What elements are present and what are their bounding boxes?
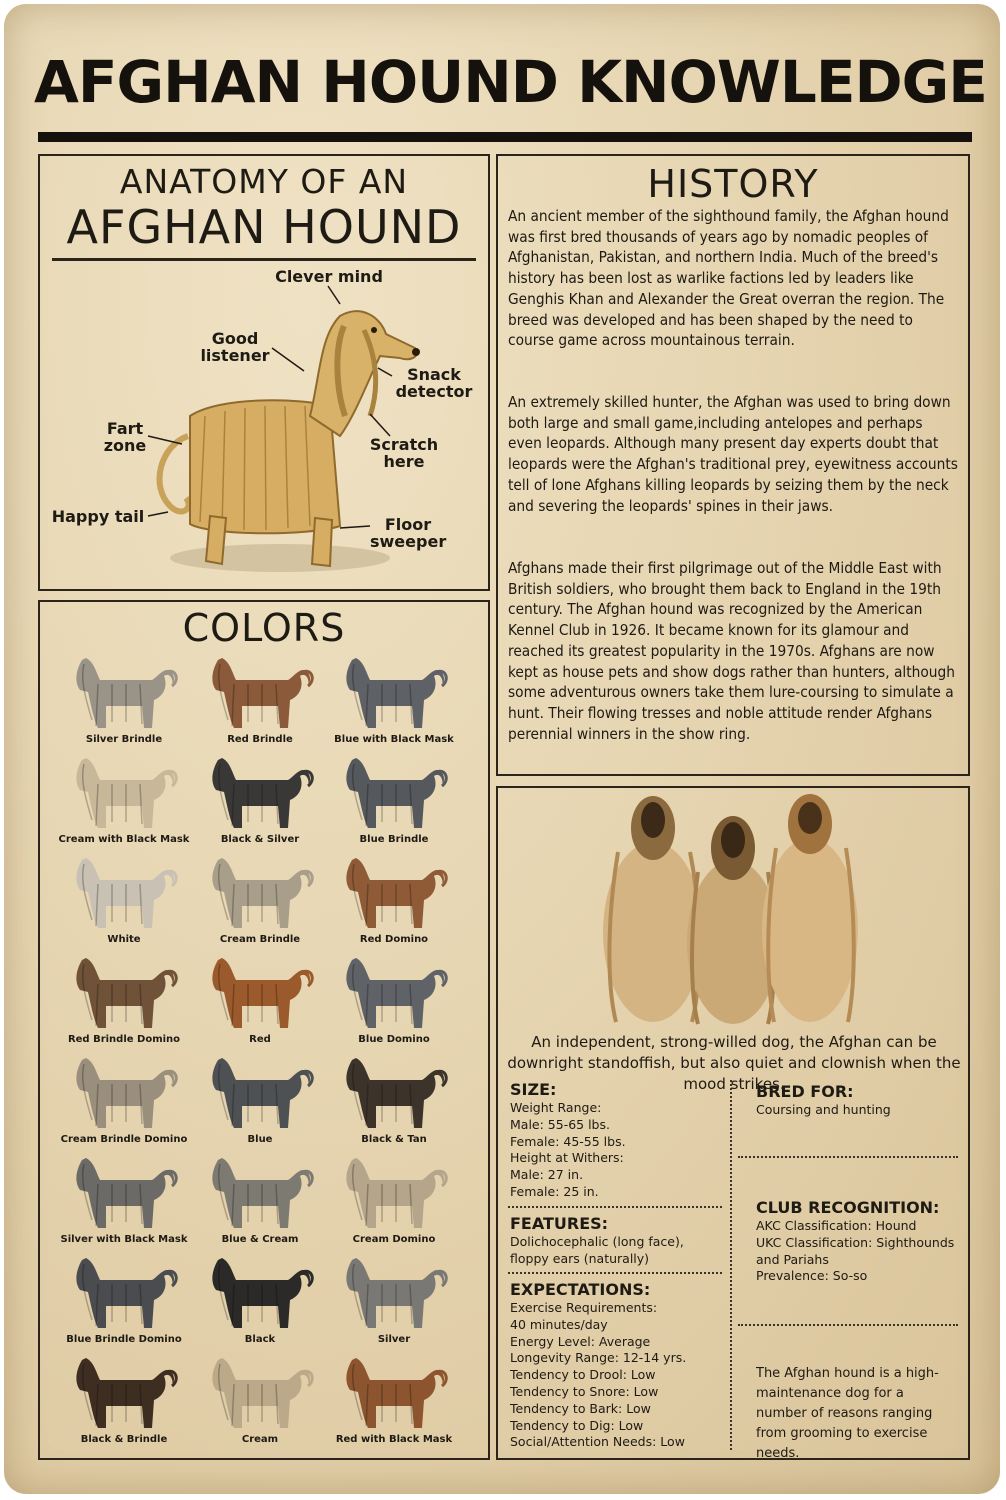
afghan-hound-silhouette-icon	[208, 1350, 318, 1432]
color-name: White	[107, 934, 141, 945]
afghan-hound-silhouette-icon	[208, 850, 318, 932]
bred-for-heading: BRED FOR:	[756, 1082, 854, 1101]
detail-line: Male: 27 in.	[510, 1167, 584, 1183]
color-swatch-item	[54, 1150, 194, 1250]
label-scratch-here: Scratch here	[369, 435, 439, 471]
afghan-hound-silhouette-icon	[72, 950, 182, 1032]
color-swatch-item	[190, 650, 330, 750]
size-divider	[508, 1206, 722, 1208]
color-swatch-item	[324, 650, 464, 750]
three-afghan-hounds-photo	[598, 792, 868, 1028]
colors-heading: COLORS	[182, 606, 346, 650]
detail-line: Energy Level: Average	[510, 1333, 651, 1349]
detail-line: Male: 55-65 lbs.	[510, 1116, 610, 1132]
label-happy-tail: Happy tail	[51, 507, 145, 526]
afghan-hound-silhouette-icon	[208, 750, 318, 832]
club-divider	[738, 1324, 958, 1326]
color-name: Blue	[247, 1134, 273, 1145]
color-swatch-item	[190, 1050, 330, 1150]
color-swatch-item	[324, 1350, 464, 1450]
size-heading: SIZE:	[510, 1080, 557, 1099]
color-name: Red Domino	[359, 934, 429, 945]
color-swatch-item	[54, 1350, 194, 1450]
features-divider	[508, 1272, 722, 1274]
detail-line: Female: 25 in.	[510, 1184, 599, 1199]
color-name: Blue Brindle Domino	[66, 1334, 182, 1345]
colors-panel	[38, 600, 490, 1460]
detail-line: Tendency to Bark: Low	[510, 1400, 651, 1416]
detail-line: Weight Range:	[510, 1100, 602, 1115]
detail-line: Prevalence: So-so	[756, 1268, 868, 1284]
label-snack-detector: Snack detector	[395, 365, 473, 401]
detail-line: Tendency to Dig: Low	[510, 1417, 644, 1433]
club-recognition-heading: CLUB RECOGNITION:	[756, 1198, 940, 1217]
afghan-hound-silhouette-icon	[342, 850, 452, 932]
detail-line: Coursing and hunting	[756, 1102, 891, 1117]
label-fart-zone: Fart zone	[103, 419, 147, 455]
detail-line: Female: 45-55 lbs.	[510, 1133, 626, 1149]
history-paragraph-2: An extremely skilled hunter, the Afghan was used to bring down both large and small game,including antelopes and perhaps even leopards. Although many present day experts doubt that leopards were the Afghan's traditional prey, eyewitness accounts tell of lone Afghans killing leopards by seizing them by the neck and severing the leopards' spines in their jaws.	[508, 393, 958, 515]
color-swatch-item	[324, 850, 464, 950]
color-swatch-item	[54, 650, 194, 750]
afghan-hound-silhouette-icon	[72, 1150, 182, 1232]
anatomy-pointer-lines	[40, 156, 492, 593]
detail-line: Social/Attention Needs: Low	[510, 1434, 685, 1450]
afghan-hound-silhouette-icon	[342, 650, 452, 732]
color-name: Silver	[377, 1334, 411, 1345]
color-swatch-item	[324, 1250, 464, 1350]
color-name: Blue with Black Mask	[334, 734, 454, 745]
color-name: Cream with Black Mask	[58, 834, 190, 845]
afghan-hound-silhouette-icon	[72, 850, 182, 932]
color-name: Blue & Cream	[221, 1234, 299, 1245]
color-swatch-item	[190, 1250, 330, 1350]
detail-line: Dolichocephalic (long face),	[510, 1234, 684, 1249]
afghan-hound-silhouette-icon	[342, 750, 452, 832]
label-floor-sweeper: Floor sweeper	[370, 515, 447, 551]
color-swatch-item	[54, 1050, 194, 1150]
knowledge-poster	[4, 4, 1000, 1494]
detail-line: Tendency to Snore: Low	[510, 1384, 659, 1399]
anatomy-heading-line2: AFGHAN HOUND	[66, 200, 462, 254]
afghan-hound-silhouette-icon	[72, 1050, 182, 1132]
afghan-hound-silhouette-icon	[208, 650, 318, 732]
afghan-hound-silhouette-icon	[72, 1250, 182, 1332]
color-name: Cream	[241, 1434, 279, 1445]
afghan-hound-silhouette-icon	[342, 1350, 452, 1432]
color-swatch-item	[324, 1150, 464, 1250]
color-swatch-item	[54, 750, 194, 850]
color-swatch-item	[190, 1350, 330, 1450]
color-name: Red	[249, 1034, 271, 1045]
color-swatch-item	[324, 750, 464, 850]
afghan-hound-silhouette-icon	[72, 750, 182, 832]
color-swatch-item	[54, 1250, 194, 1350]
afghan-hound-silhouette-icon	[72, 1350, 182, 1432]
label-clever-mind: Clever mind	[275, 267, 383, 286]
column-divider	[730, 1080, 732, 1450]
detail-line: floppy ears (naturally)	[510, 1250, 650, 1266]
detail-line: UKC Classification: Sighthounds	[756, 1234, 955, 1250]
title-underline	[38, 132, 972, 142]
history-panel	[496, 154, 970, 776]
bred-for-divider	[738, 1156, 958, 1158]
color-name: Red with Black Mask	[335, 1434, 453, 1445]
color-name: Silver with Black Mask	[60, 1234, 188, 1245]
expectations-heading: EXPECTATIONS:	[510, 1280, 651, 1299]
color-swatch-item	[190, 750, 330, 850]
detail-line: Exercise Requirements:	[510, 1300, 658, 1315]
color-name: Black	[244, 1334, 276, 1345]
anatomy-heading-line1: ANATOMY OF AN	[119, 162, 409, 201]
color-name: Red Brindle Domino	[67, 1034, 181, 1045]
color-swatch-item	[54, 950, 194, 1050]
color-name: Black & Silver	[220, 834, 300, 845]
afghan-hound-silhouette-icon	[342, 1050, 452, 1132]
color-name: Blue Brindle	[359, 834, 429, 845]
afghan-hound-silhouette-icon	[208, 1250, 318, 1332]
dog-caption: An independent, strong-willed dog, the Afghan can be downright standoffish, but also quiet and clownish when the mood strikes.	[507, 1033, 961, 1093]
poster-title: AFGHAN HOUND KNOWLEDGE	[34, 48, 987, 116]
color-swatch-item	[324, 950, 464, 1050]
color-name: Cream Brindle	[219, 934, 301, 945]
color-name: Blue Domino	[358, 1034, 430, 1045]
history-paragraph-1: An ancient member of the sighthound family, the Afghan hound was first bred thousands of years ago by nomadic peoples of Afghanistan, Pakistan, and northern India. Much of the breed's history has been lost as warlike factions led by leaders like Genghis Khan and Alexander the Great overran the region. The breed was developed and has been shaped by the need to course game across mountainous terrain.	[508, 207, 949, 350]
features-heading: FEATURES:	[510, 1214, 609, 1233]
color-name: Black & Tan	[361, 1134, 427, 1145]
afghan-hound-silhouette-icon	[342, 1150, 452, 1232]
afghan-hound-silhouette-icon	[208, 1150, 318, 1232]
detail-line: 40 minutes/day	[510, 1316, 608, 1332]
detail-line: Tendency to Drool: Low	[510, 1367, 656, 1383]
history-paragraph-3: Afghans made their first pilgrimage out of the Middle East with British soldiers, who brought them back to England in the 19th century. The Afghan hound was recognized by the American Kennel Club in 1926. It became known for its glamour and reached its greatest popularity in the 1970s. Afghans are now kept as house pets and show dogs rather than hunters, although some adventurous owners take them lure-coursing to simulate a hunt. Their flowing tresses and noble attitude render Afghans perennial winners in the show ring.	[508, 559, 955, 743]
detail-line: Height at Withers:	[510, 1150, 624, 1166]
afghan-hound-silhouette-icon	[208, 1050, 318, 1132]
label-good-listener: Good listener	[200, 329, 270, 365]
afghan-hound-silhouette-icon	[342, 950, 452, 1032]
color-name: Black & Brindle	[80, 1434, 168, 1445]
color-name: Silver Brindle	[85, 734, 163, 745]
color-swatch-item	[190, 850, 330, 950]
detail-line: and Pariahs	[756, 1251, 829, 1267]
info-panel	[496, 786, 970, 1460]
color-name: Cream Domino	[352, 1234, 436, 1245]
color-name: Cream Brindle Domino	[60, 1134, 188, 1145]
detail-line: AKC Classification: Hound	[756, 1218, 917, 1233]
afghan-hound-silhouette-icon	[342, 1250, 452, 1332]
anatomy-panel	[38, 154, 490, 591]
detail-line: Longevity Range: 12-14 yrs.	[510, 1350, 687, 1366]
color-swatch-item	[54, 850, 194, 950]
history-heading: HISTORY	[647, 162, 819, 206]
maintenance-note: The Afghan hound is a high-maintenance dog for a number of reasons ranging from grooming to exercise needs.	[756, 1366, 939, 1461]
color-name: Red Brindle	[227, 734, 293, 745]
color-swatch-item	[324, 1050, 464, 1150]
afghan-hound-silhouette-icon	[72, 650, 182, 732]
color-swatch-item	[190, 950, 330, 1050]
color-swatch-item	[190, 1150, 330, 1250]
afghan-hound-silhouette-icon	[208, 950, 318, 1032]
